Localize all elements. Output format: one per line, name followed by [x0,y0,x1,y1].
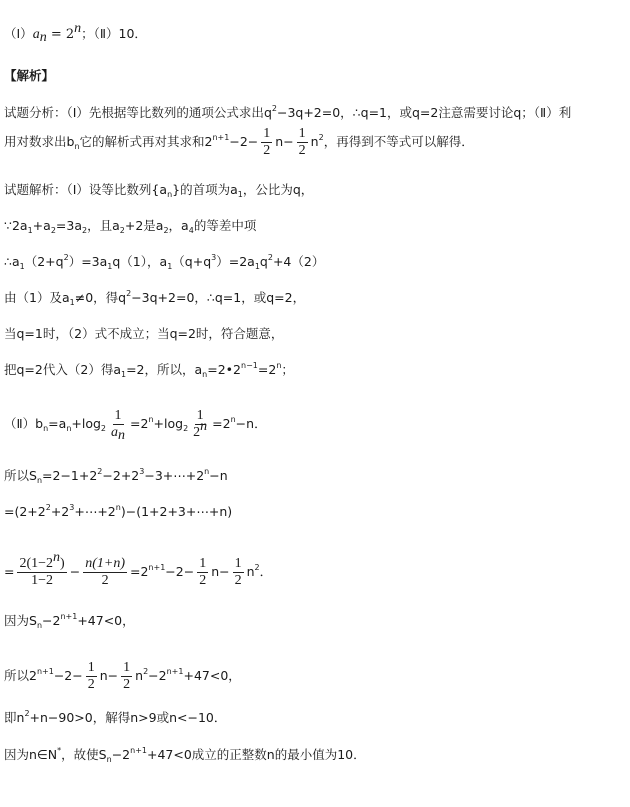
solution-line-8: 所以$S_n=2-1+2^2-2+2^3-3+\cdots+2^n-n$ [4,467,228,485]
analysis-line-1: 试题分析：（Ⅰ）先根据等比数列的通项公式求出$q^2-3q+2=0$，∴q=1，或q=2注意需要讨论q；（Ⅱ）利 [4,104,572,120]
solution-line-5: 当q=1时，（2）式不成立；当q=2时，符合题意， [4,326,284,341]
solution-line-1: 试题解析：（Ⅰ）设等比数列$\{a_n\}$的首项为$a_1$，公比为q， [4,182,314,199]
solution-line-11: 因为$S_n-2^{n+1}+47<0$， [4,612,135,630]
analysis-line-2: 用对数求出$b_n$它的解析式再对其求和$2^{n+1}-2-$ $\frac{1}{2}$ n− $\frac{1}{2}$ $n^2$，再得到不等式可以解得． [4,126,474,158]
fraction: $\frac{1}{2}$ [87,660,95,692]
fraction: $\frac{2(1-2^n)}{1-2}$ [19,550,65,588]
solution-line-10: = $\frac{2(1-2^n)}{1-2}$ − $\frac{n(1+n)}{2}$ $=2^{n+1}-2-$ $\frac{1}{2}$ n− $\frac{1}{2}$ $n^2$． [4,550,273,588]
solution-line-4: 由（1）及$a_1\ne 0$，得$q^2-3q+2=0$，∴q=1，或q=2， [4,289,306,307]
solution-line-6: 把q=2代入（2）得$a_1=2$，所以，$a_n=2•2^{n-1}=2^n$； [4,361,294,379]
fraction: $\frac{1}{a_n}$ [111,408,126,443]
fraction: $\frac{n(1+n)}{2}$ [85,556,125,588]
answer-line: $(Ⅰ)a_n = 2^n$；（Ⅱ）10． [4,21,147,45]
solution-line-2: $\because 2a_1+a_2=3a_2$，且$a_2+2$是$a_2$，$a_4$的等差中项 [4,218,257,235]
fraction: $\frac{1}{2}$ [234,556,242,588]
fraction: $\frac{1}{2}$ [199,556,207,588]
solution-line-12: 所以$2^{n+1}-2-$ $\frac{1}{2}$ n− $\frac{1}{2}$ $n^2-2^{n+1}+47<0$， [4,660,241,692]
solution-line-13: 即$n^2+n-90>0$，解得n>9或n<−10． [4,709,227,725]
solution-line-7: $(Ⅱ)b_n=a_n+\log_2$ $\frac{1}{a_n}$ $=2^n+\log_2$ $\frac{1}{2^n}$ $=2^n-n$． [4,408,267,443]
section-heading: 【解析】 [4,68,55,83]
fraction: $\frac{1}{2}$ [123,660,131,692]
fraction: $\frac{1}{2^n}$ [193,408,208,440]
solution-line-3: $\therefore a_1(2+q^2)=3a_1q(1)$，$a_1(q+q^3)=2a_1q^2+4(2)$ [4,253,325,271]
solution-line-14: 因为n∈N*，故使$S_n-2^{n+1}+47<0$成立的正整数n的最小值为10． [4,746,366,764]
fraction: $\frac{1}{2}$ [263,126,271,158]
solution-line-9: $=(2+2^2+2^3+\cdots+2^n)-(1+2+3+\cdots+n)$ [4,503,233,519]
fraction: $\frac{1}{2}$ [298,126,306,158]
